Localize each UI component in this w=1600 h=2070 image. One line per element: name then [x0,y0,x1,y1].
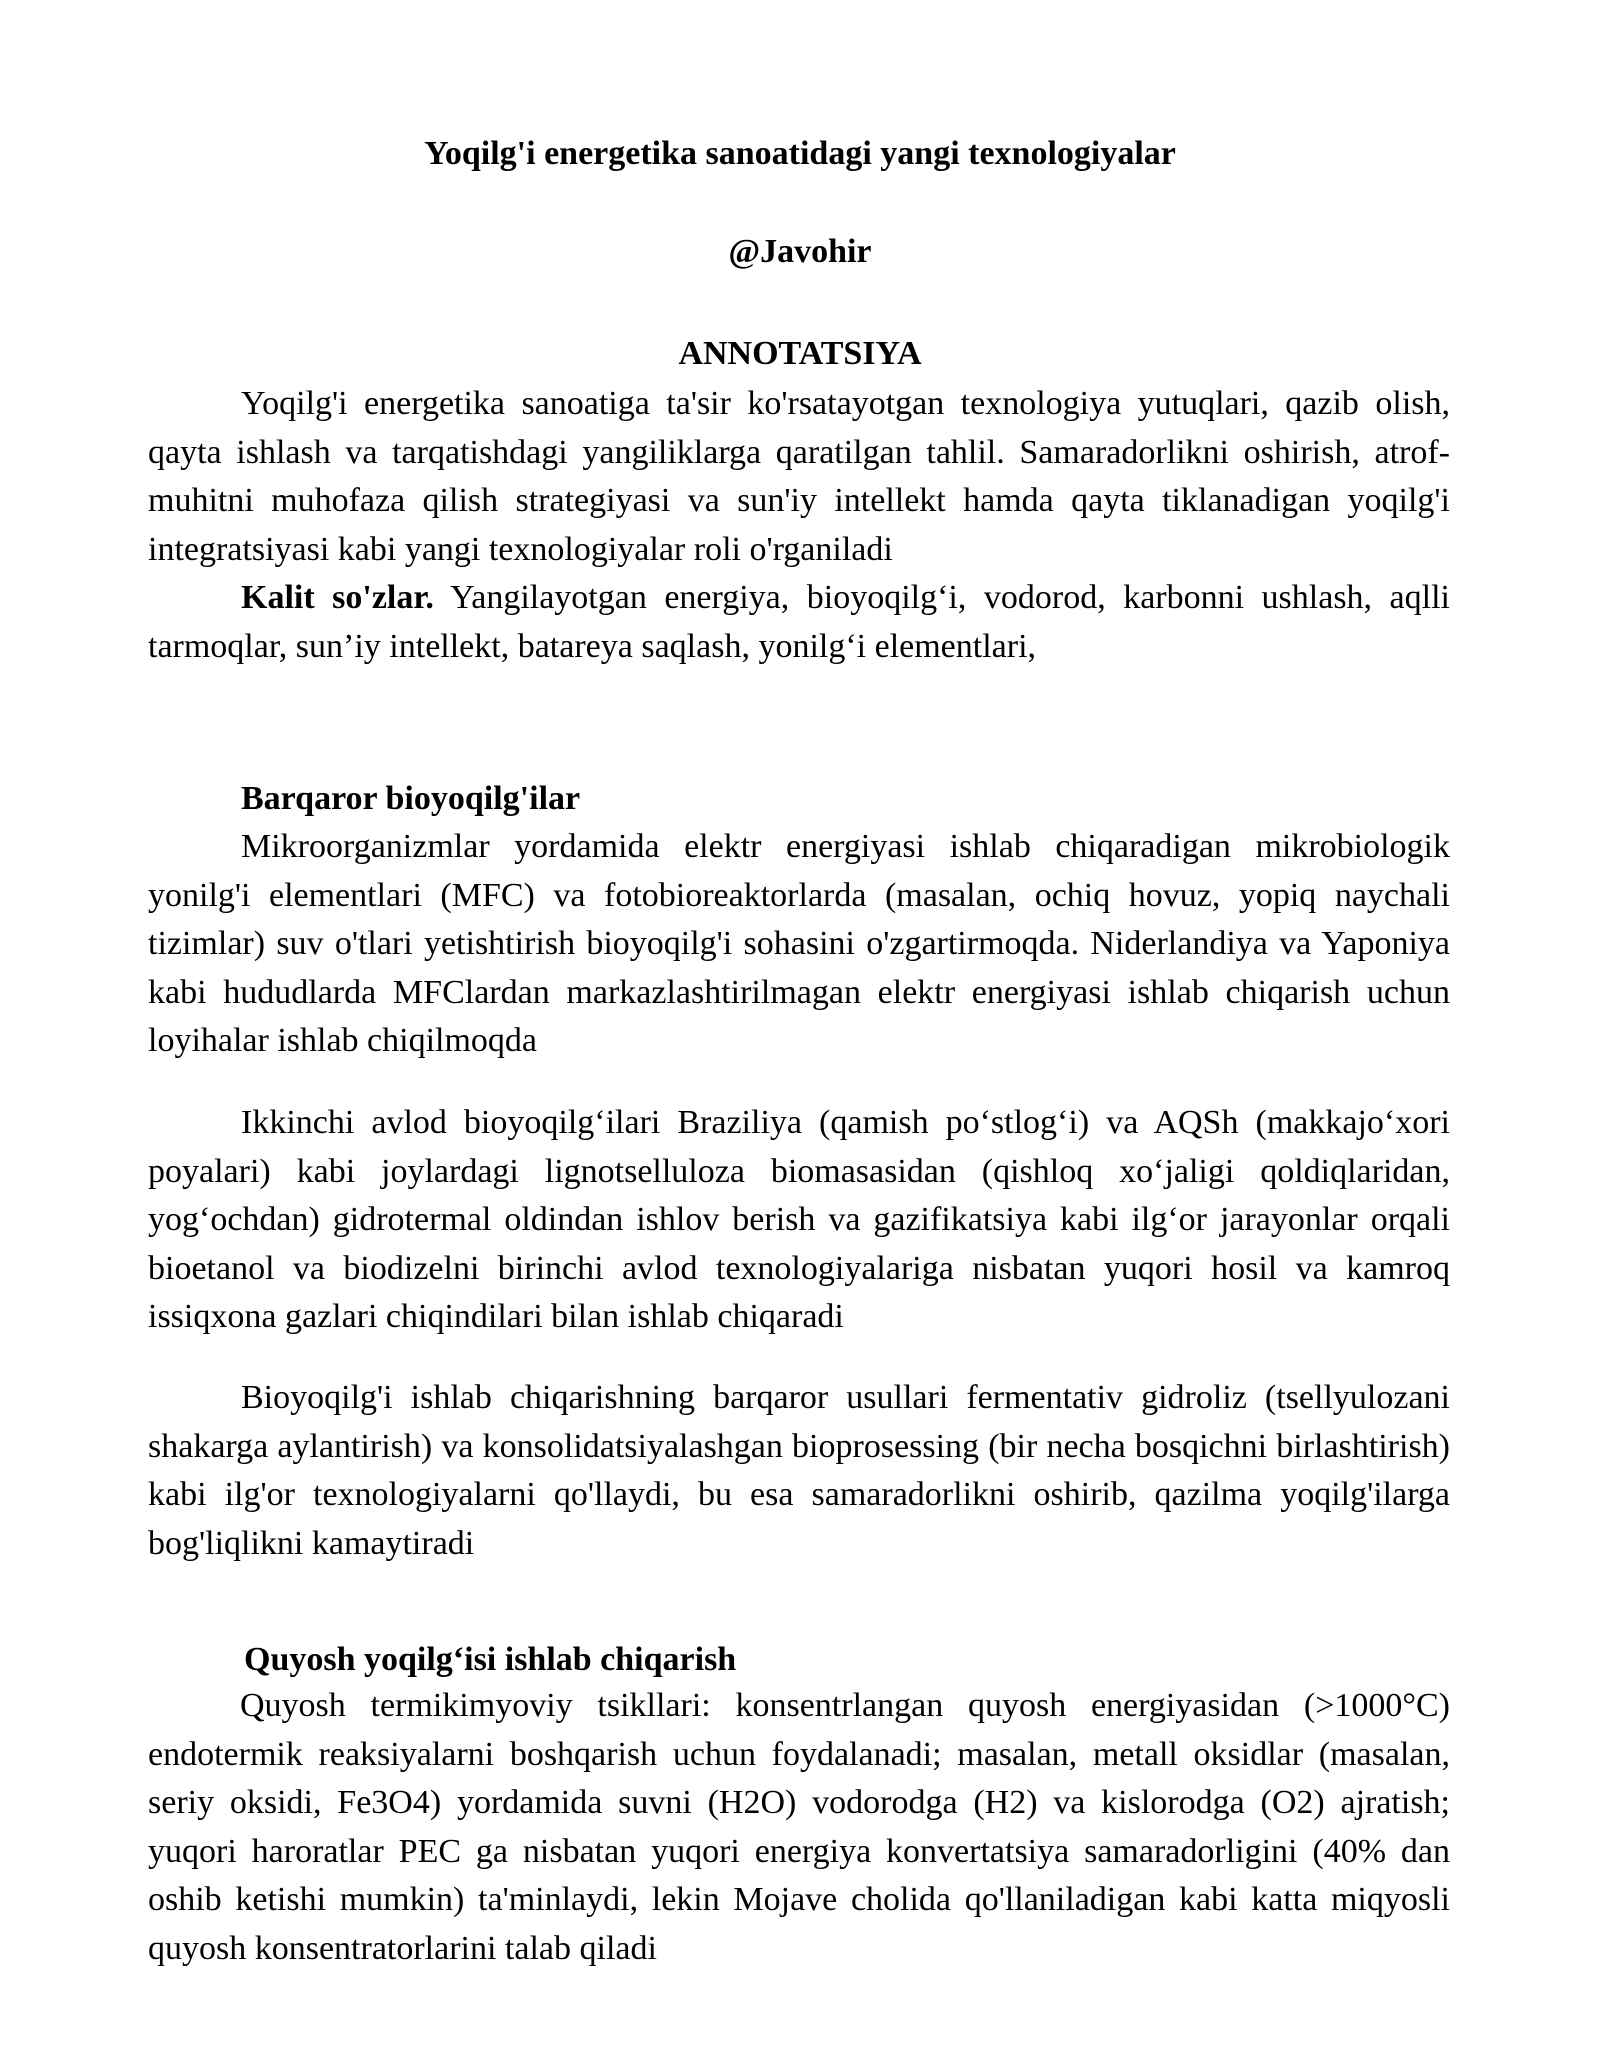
keywords-text: Yangilayotgan energiya, bioyoqilg‘i, vodorod, karbonni ushlash, aqlli tarmoqlar, sun’iy intellekt, batareya saqlash, yonilg‘i elementlari, [148,579,1450,665]
keywords-paragraph [148,574,1450,671]
section-paragraph: Bioyoqilg'i ishlab chiqarishning barqaror usullari fermentativ gidroliz (tsellyulozani shakarga aylantirish) va konsolidatsiyalashgan bioprosessing (bir necha bosqichni birlashtirish) kabi ilg'or texnologiyalarni qo'llaydi, bu esa samaradorlikni oshirib, qazilma yoqilg'ilarga bog'liqlikni kamaytiradi [148,1379,1450,1562]
section-paragraph: Ikkinchi avlod bioyoqilg‘ilari Braziliya (qamish po‘stlog‘i) va AQSh (makkajo‘xori poyalari) kabi joylardagi lignotselluloza biomasasidan (qishloq xo‘jaligi qoldiqlaridan, yog‘ochdan) gidrotermal oldindan ishlov berish va gazifikatsiya kabi ilg‘or jarayonlar orqali bioetanol va biodizelni birinchi avlod texnologiyalariga nisbatan yuqori hosil va kamroq issiqxona gazlari chiqindilari bilan ishlab chiqaradi [148,1104,1450,1336]
section-paragraph: Quyosh termikimyoviy tsikllari: konsentrlangan quyosh energiyasidan (>1000°C) endotermik reaksiyalarni boshqarish uchun foydalanadi; masalan, metall oksidlar (masalan, seriy oksidi, Fe3O4) yordamida suvni (H2O) vodorodga (H2) va kislorodga (O2) ajratish; yuqori haroratlar PEC ga nisbatan yuqori energiya konvertatsiya samaradorligini (40% dan oshib ketishi mumkin) ta'minlaydi, lekin Mojave cholida qo'llaniladigan kabi katta miqyosli quyosh konsentratorlarini talab qiladi [148,1687,1450,1967]
annotation-paragraph: Yoqilg'i energetika sanoatiga ta'sir ko'rsatayotgan texnologiya yutuqlari, qazib olish, qayta ishlash va tarqatishdagi yangiliklarga qaratilgan tahlil. Samaradorlikni oshirish, atrof-muhitni muhofaza qilish strategiyasi va sun'iy intellekt hamda qayta tiklanadigan yoqilg'i integratsiyasi kabi yangi texnologiyalar roli o'rganiladi [148,385,1450,568]
keywords-label: Kalit so'zlar. [241,579,434,616]
author-name: @Javohir [728,233,872,270]
document-title: Yoqilg'i energetika sanoatidagi yangi texnologiyalar [424,135,1176,172]
section-heading-solar-fuel: Quyosh yoqilg‘isi ishlab chiqarish [244,1641,737,1678]
section-paragraph: Mikroorganizmlar yordamida elektr energiyasi ishlab chiqaradigan mikrobiologik yonilg'i elementlari (MFC) va fotobioreaktorlarda (masalan, ochiq hovuz, yopiq naychali tizimlar) suv o'tlari yetishtirish bioyoqilg'i sohasini o'zgartirmoqda. Niderlandiya va Yaponiya kabi hududlarda MFClardan markazlashtirilmagan elektr energiyasi ishlab chiqarish uchun loyihalar ishlab chiqilmoqda [148,828,1450,1060]
section-heading-biofuels: Barqaror bioyoqilg'ilar [241,780,581,817]
annotation-heading: ANNOTATSIYA [678,335,922,372]
